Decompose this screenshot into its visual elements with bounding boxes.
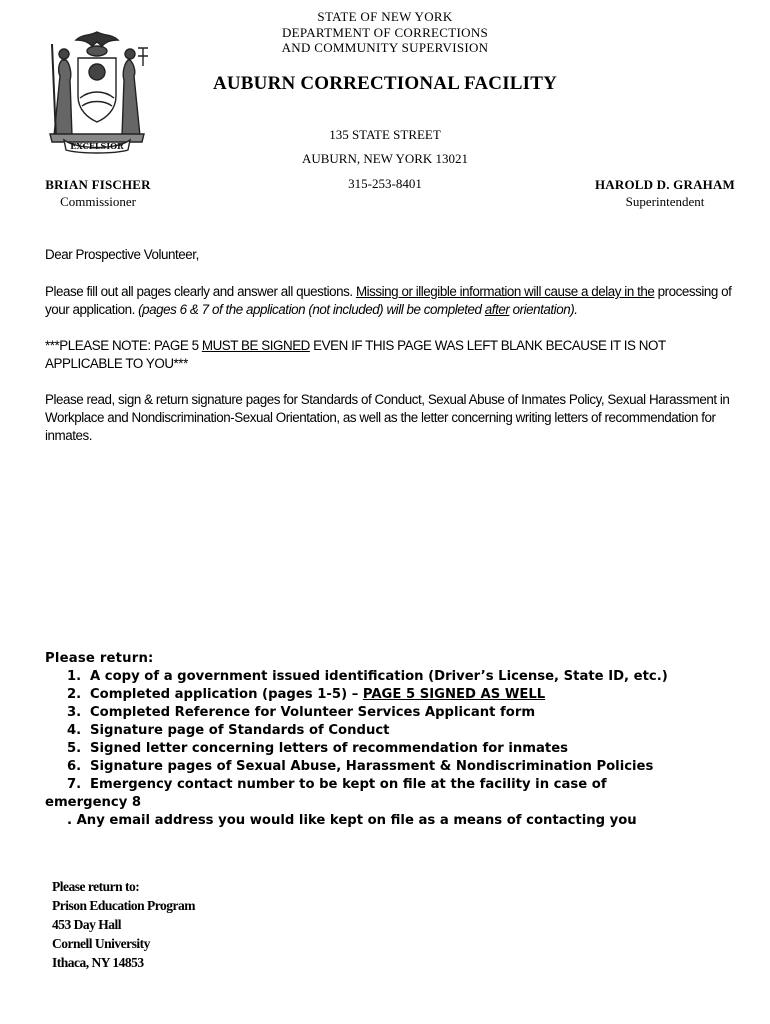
p1-italic-underlined: after [484, 302, 510, 317]
agency-line-3: AND COMMUNITY SUPERVISION [281, 40, 489, 55]
p2-text-a: ***PLEASE NOTE: PAGE 5 [45, 338, 202, 353]
ny-state-seal-icon [38, 26, 156, 154]
return-checklist [45, 650, 735, 830]
list-item [45, 704, 735, 722]
list-item [45, 668, 735, 686]
mail-program: Prison Education Program [52, 898, 195, 913]
agency-line-2: DEPARTMENT OF CORRECTIONS [281, 24, 489, 40]
list-item-text: A copy of a government issued identification (Driver’s License, State ID, etc.) [90, 669, 668, 684]
seal-motto: EXCELSIOR [70, 141, 124, 151]
phone-number: 315-253-8401 [348, 176, 422, 191]
list-item-number: 1. [67, 669, 82, 684]
superintendent-name: HAROLD D. GRAHAM [594, 177, 736, 192]
mail-heading: Please return to: [52, 879, 140, 894]
commissioner-title: Commissioner [60, 194, 136, 209]
list-item-number: 4. [67, 723, 82, 738]
p1-text-b: processing of your application. [45, 284, 732, 317]
agency-line-1: STATE OF NEW YORK [317, 9, 453, 24]
list-item-text: Completed application (pages 1-5) – [90, 687, 363, 702]
list-item-text: Emergency contact number to be kept on file at the facility in case of [90, 777, 607, 792]
list-item-continuation: emergency 8 [45, 795, 142, 810]
commissioner-name: BRIAN FISCHER [45, 177, 151, 192]
street-address: 135 STATE STREET [329, 127, 441, 142]
facility-name: AUBURN CORRECTIONAL FACILITY [212, 73, 558, 94]
return-list [45, 668, 735, 794]
mail-street: 453 Day Hall [52, 917, 122, 932]
instructions-paragraph [45, 283, 735, 319]
p1-italic-a: (pages 6 & 7 of the application (not included) will be completed [138, 302, 485, 317]
list-item-text: Signed letter concerning letters of recommendation for inmates [90, 741, 569, 756]
commissioner-block [28, 176, 168, 210]
list-item-number: 2. [67, 687, 82, 702]
salutation: Dear Prospective Volunteer, [45, 247, 199, 262]
signature-pages-paragraph: Please read, sign & return signature pages for Standards of Conduct, Sexual Abuse of Inmates Policy, Sexual Harassment in Workplace and Nondiscrimination-Sexual Orientation, as well as the letter concerning writing letters of recommendation for inmates. [45, 392, 730, 443]
p1-text-a: Please fill out all pages clearly and answer all questions. [45, 284, 356, 299]
list-item [45, 758, 735, 776]
agency-name [200, 9, 570, 56]
list-item [45, 686, 735, 704]
list-item [45, 722, 735, 740]
p2-text-b: EVEN IF THIS PAGE WAS LEFT BLANK BECAUSE IT IS NOT APPLICABLE TO YOU*** [45, 338, 666, 371]
list-item-text: Signature pages of Sexual Abuse, Harassment & Nondiscrimination Policies [90, 759, 654, 774]
list-item-number: 6. [67, 759, 82, 774]
city-address: AUBURN, NEW YORK 13021 [301, 151, 469, 166]
list-item-text: Signature page of Standards of Conduct [90, 723, 390, 738]
superintendent-block [570, 176, 760, 210]
mail-city: Ithaca, NY 14853 [52, 955, 144, 970]
p1-italic-b: orientation). [509, 302, 578, 317]
list-item [45, 740, 735, 758]
list-item-number: 7. [67, 777, 82, 792]
mailing-address [52, 877, 352, 972]
list-item [45, 776, 735, 794]
list-item-number: 5. [67, 741, 82, 756]
return-title: Please return: [45, 651, 154, 666]
mail-institution: Cornell University [52, 936, 150, 951]
list-item-underlined: PAGE 5 SIGNED AS WELL [362, 687, 546, 702]
list-item-number: 3. [67, 705, 82, 720]
page5-note [45, 337, 735, 373]
p2-underlined: MUST BE SIGNED [201, 338, 310, 353]
superintendent-title: Superintendent [625, 194, 705, 209]
p1-underlined: Missing or illegible information will cause a delay in the [355, 284, 655, 299]
list-item-text: Completed Reference for Volunteer Services Applicant form [90, 705, 536, 720]
list-item-email: . Any email address you would like kept on file as a means of contacting you [67, 813, 637, 828]
